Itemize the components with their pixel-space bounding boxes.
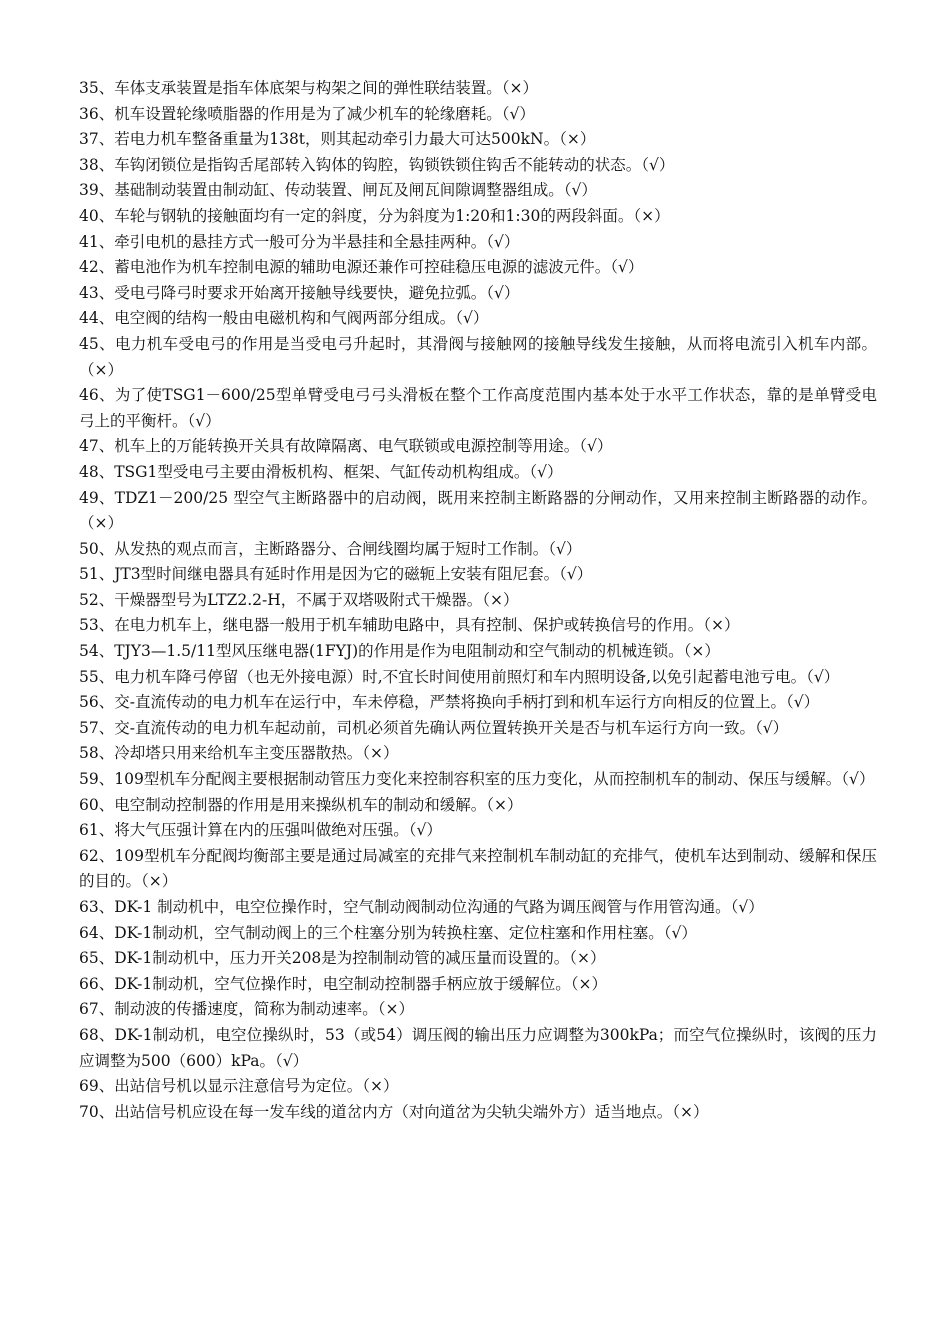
question-45: 45、电力机车受电弓的作用是当受电弓升起时，其滑阀与接触网的接触导线发生接触，从而将电流引入机车内部。（×） <box>79 334 877 379</box>
question-37: 37、若电力机车整备重量为138t，则其起动牵引力最大可达500kN。（×） <box>79 130 596 149</box>
question-39: 39、基础制动装置由制动缸、传动装置、闸瓦及闸瓦间隙调整器组成。（√） <box>79 181 597 200</box>
question-49: 49、TDZ1－200/25 型空气主断路器中的启动阀，既用来控制主断路器的分闸动作，又用来控制主断路器的动作。（×） <box>79 488 877 533</box>
question-57: 57、交-直流传动的电力机车起动前，司机必须首先确认两位置转换开关是否与机车运行方向一致。（√） <box>79 718 789 737</box>
question-66: 66、DK-1制动机，空气位操作时，电空制动控制器手柄应放于缓解位。（×） <box>79 974 607 993</box>
question-44: 44、电空阀的结构一般由电磁机构和气阀两部分组成。（√） <box>79 309 489 328</box>
question-55: 55、电力机车降弓停留（也无外接电源）时,不宜长时间使用前照灯和车内照明设备,以免引起蓄电池亏电。（√） <box>79 667 840 686</box>
question-68: 68、DK-1制动机，电空位操纵时，53（或54）调压阀的输出压力应调整为300kPa；而空气位操纵时，该阀的压力应调整为500（600）kPa。（√） <box>79 1025 877 1070</box>
question-50: 50、从发热的观点而言，主断路器分、合闸线圈均属于短时工作制。（√） <box>79 539 582 558</box>
question-51: 51、JT3型时间继电器具有延时作用是因为它的磁轭上安装有阻尼套。（√） <box>79 565 593 584</box>
question-56: 56、交-直流传动的电力机车在运行中，车未停稳，严禁将换向手柄打到和机车运行方向相反的位置上。（√） <box>79 693 820 712</box>
question-65: 65、DK-1制动机中，压力开关208是为控制制动管的减压量而设置的。（×） <box>79 949 606 968</box>
question-64: 64、DK-1制动机，空气制动阀上的三个柱塞分别为转换柱塞、定位柱塞和作用柱塞。（√） <box>79 923 697 942</box>
question-62: 62、109型机车分配阀均衡部主要是通过局减室的充排气来控制机车制动缸的充排气，使机车达到制动、缓解和保压的目的。（×） <box>79 846 877 891</box>
question-52: 52、干燥器型号为LTZ2.2-H，不属于双塔吸附式干燥器。（×） <box>79 590 519 609</box>
question-40: 40、车轮与钢轨的接触面均有一定的斜度，分为斜度为1:20和1:30的两段斜面。（×） <box>79 206 670 225</box>
question-58: 58、冷却塔只用来给机车主变压器散热。（×） <box>79 744 399 763</box>
question-60: 60、电空制动控制器的作用是用来操纵机车的制动和缓解。（×） <box>79 795 523 814</box>
document-body <box>79 76 877 1125</box>
question-48: 48、TSG1型受电弓主要由滑板机构、框架、气缸传动机构组成。（√） <box>79 462 563 481</box>
question-38: 38、车钩闭锁位是指钩舌尾部转入钩体的钩腔，钩锁铁锁住钩舌不能转动的状态。（√） <box>79 155 675 174</box>
question-47: 47、机车上的万能转换开关具有故障隔离、电气联锁或电源控制等用途。（√） <box>79 437 613 456</box>
question-63: 63、DK-1 制动机中，电空位操作时，空气制动阀制动位沟通的气路为调压阀管与作用管沟通。（√） <box>79 898 764 916</box>
question-54: 54、TJY3—1.5/11型风压继电器(1FYJ)的作用是作为电阻制动和空气制动的机械连锁。（×） <box>79 642 720 661</box>
question-61: 61、将大气压强计算在内的压强叫做绝对压强。（√） <box>79 821 442 840</box>
question-43: 43、受电弓降弓时要求开始离开接触导线要快，避免拉弧。（√） <box>79 283 520 302</box>
question-46: 46、为了使TSG1－600/25型单臂受电弓弓头滑板在整个工作高度范围内基本处于水平工作状态，靠的是单臂受电弓上的平衡杆。（√） <box>79 386 877 430</box>
question-36: 36、机车设置轮缘喷脂器的作用是为了减少机车的轮缘磨耗。（√） <box>79 104 535 123</box>
question-59: 59、109型机车分配阀主要根据制动管压力变化来控制容积室的压力变化，从而控制机车的制动、保压与缓解。（√） <box>79 770 875 789</box>
question-70: 70、出站信号机应设在每一发车线的道岔内方（对向道岔为尖轨尖端外方）适当地点。（×） <box>79 1102 709 1121</box>
question-35: 35、车体支承装置是指车体底架与构架之间的弹性联结装置。（×） <box>79 79 538 97</box>
question-41: 41、牵引电机的悬挂方式一般可分为半悬挂和全悬挂两种。（√） <box>79 232 520 251</box>
question-67: 67、制动波的传播速度，简称为制动速率。（×） <box>79 1000 414 1019</box>
question-42: 42、蓄电池作为机车控制电源的辅助电源还兼作可控硅稳压电源的滤波元件。（√） <box>79 258 644 277</box>
question-53: 53、在电力机车上，继电器一般用于机车辅助电路中，具有控制、保护或转换信号的作用。（×） <box>79 616 740 635</box>
question-69: 69、出站信号机以显示注意信号为定位。（×） <box>79 1077 399 1096</box>
